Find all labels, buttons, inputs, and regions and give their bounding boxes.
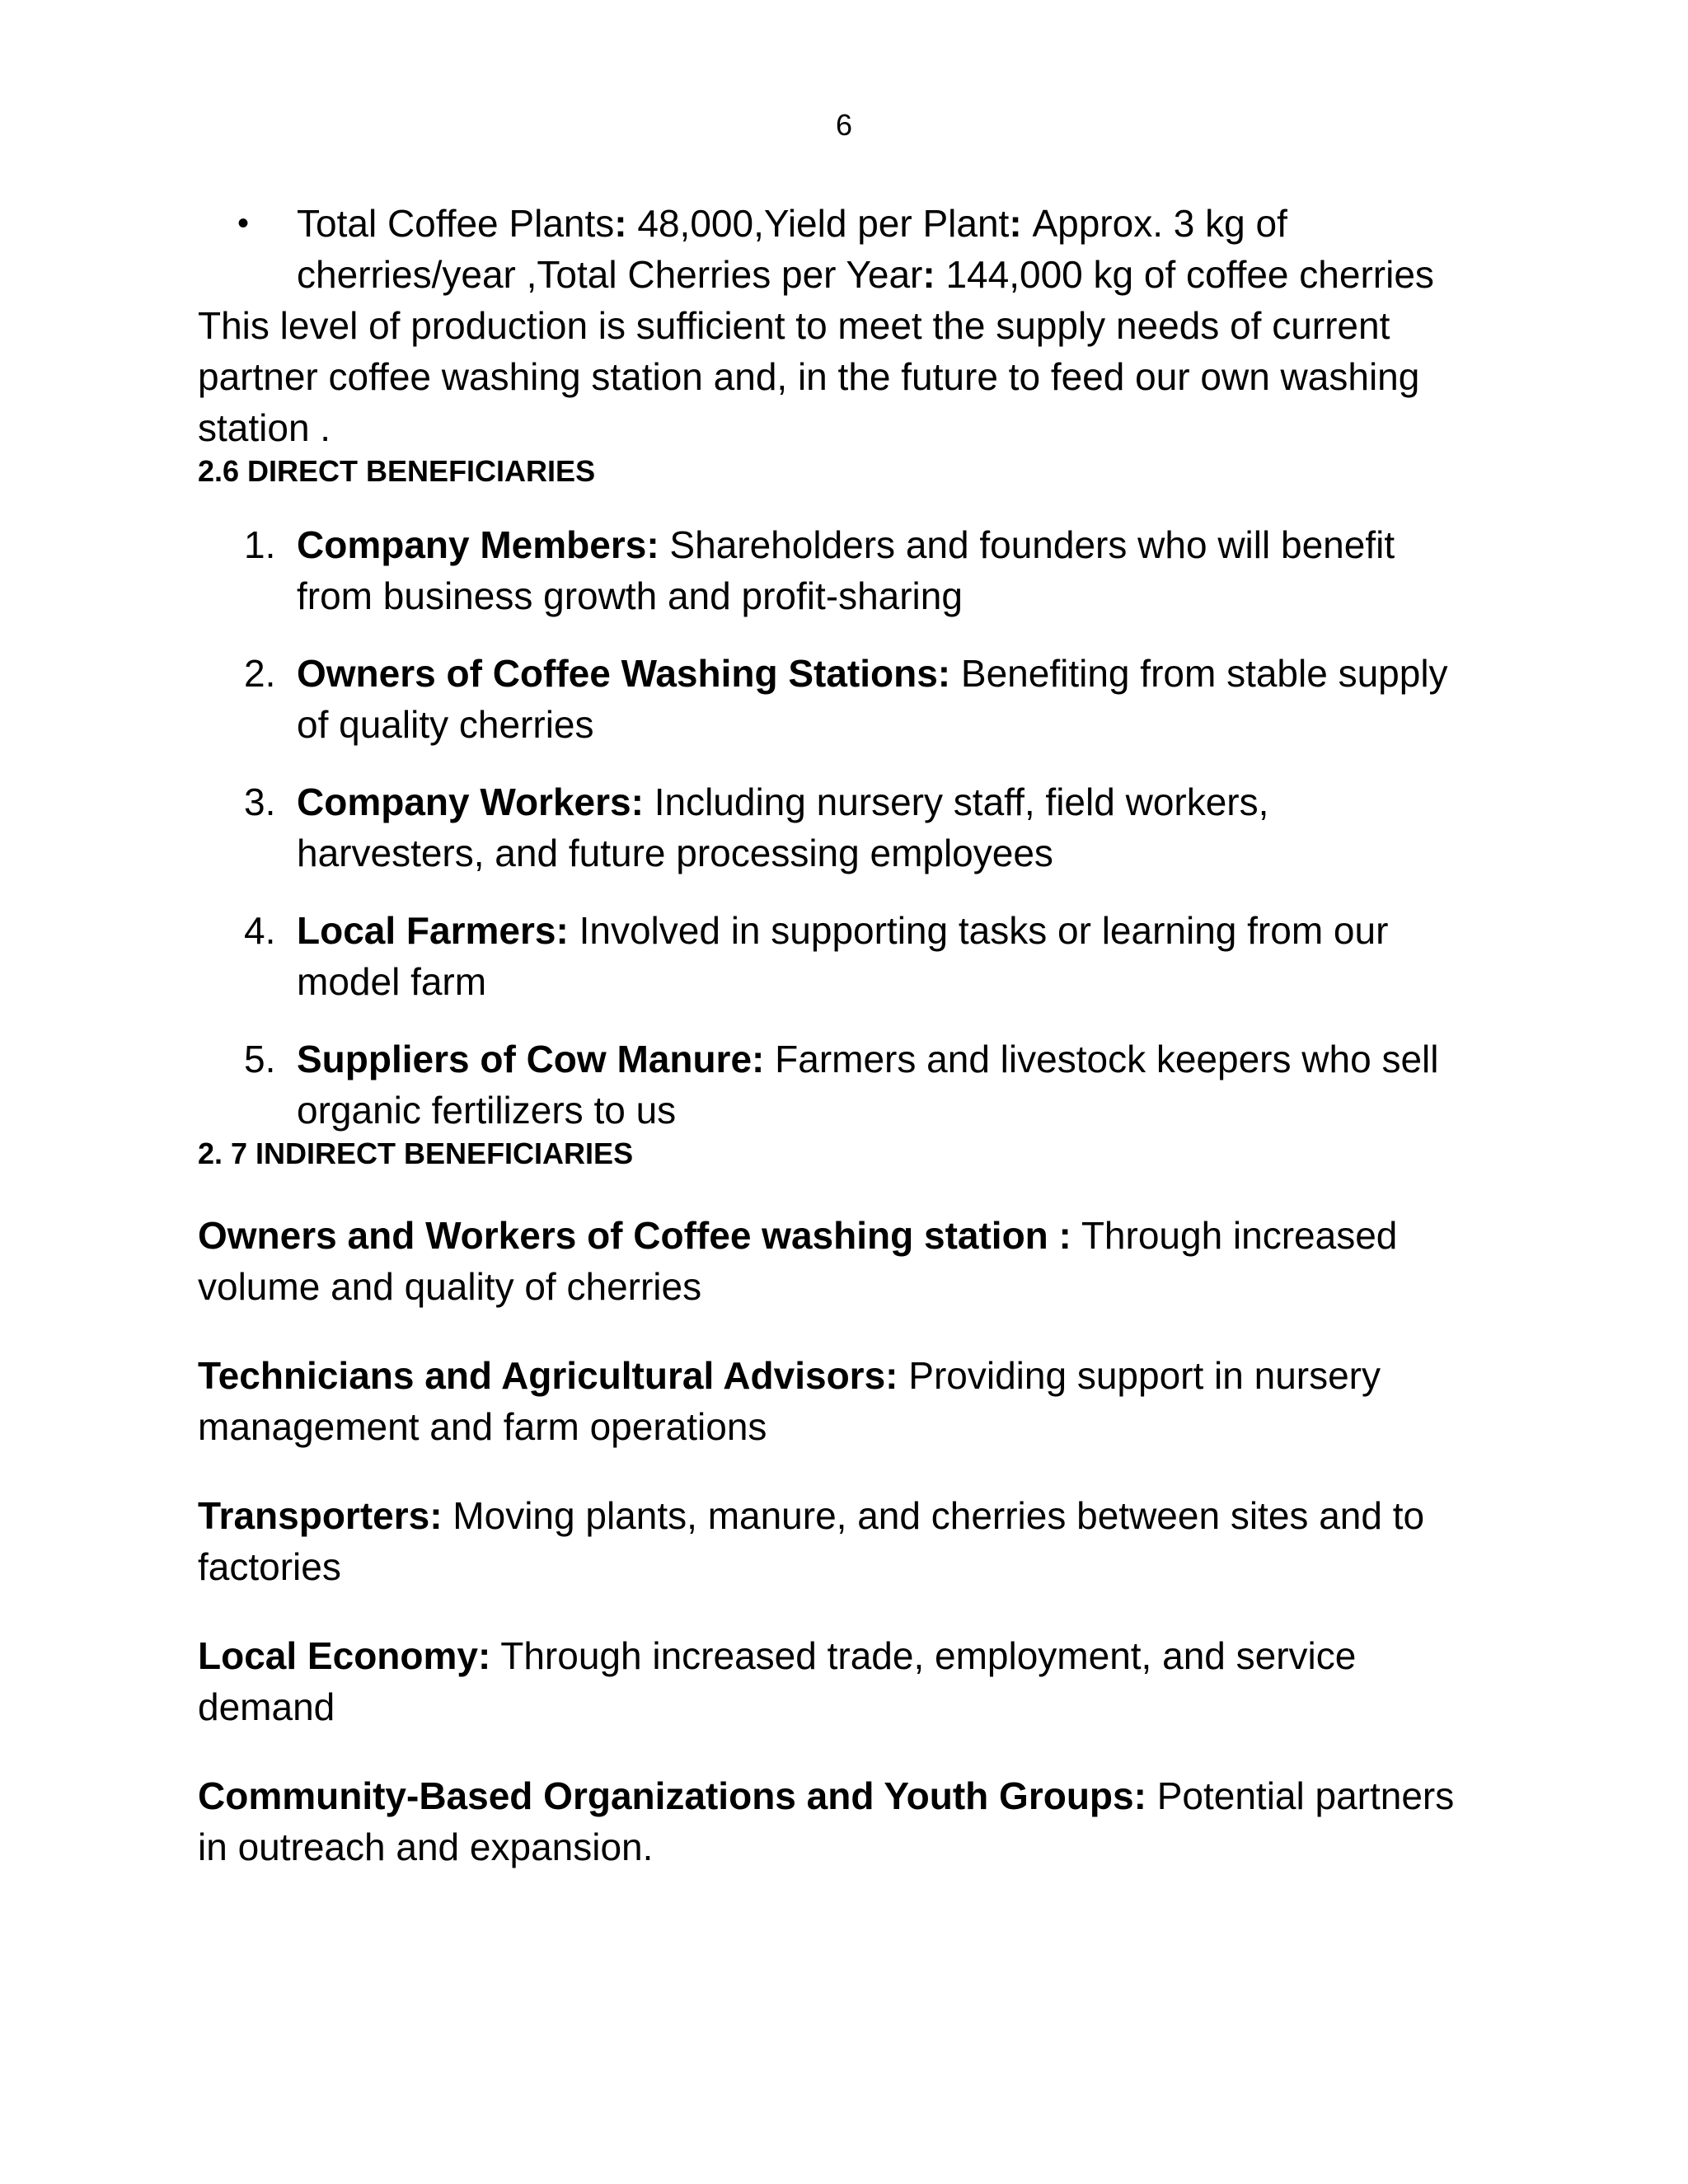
indirect-item-text: demand <box>198 1685 335 1728</box>
intro-line-2: partner coffee washing station and, in the future to feed our own washing <box>198 355 1420 398</box>
bullet-text: 48,000,Yield per Plant <box>637 202 1010 245</box>
indirect-item <box>198 1210 1500 1312</box>
indirect-item-title: Owners and Workers of Coffee washing station : <box>198 1214 1071 1257</box>
list-item-text: Involved in supporting tasks or learning from our <box>568 909 1389 952</box>
indirect-item-title: Technicians and Agricultural Advisors: <box>198 1354 898 1397</box>
list-item-text: Including nursery staff, field workers, <box>643 780 1269 823</box>
list-item-title: Owners of Coffee Washing Stations: <box>297 652 951 695</box>
list-item-title: Suppliers of Cow Manure: <box>297 1038 765 1080</box>
list-item-text: Shareholders and founders who will benefit <box>659 523 1395 566</box>
list-item-text: of quality cherries <box>297 703 594 746</box>
indirect-item-title: Community-Based Organizations and Youth Groups: <box>198 1774 1146 1817</box>
indirect-item-text: Moving plants, manure, and cherries between sites and to <box>442 1494 1425 1537</box>
list-item <box>198 905 1500 1007</box>
indirect-item <box>198 1770 1500 1872</box>
intro-paragraph <box>198 300 1500 453</box>
list-item-text: harvesters, and future processing employees <box>297 832 1053 874</box>
page-number: 6 <box>835 108 853 142</box>
bullet-text: Total Coffee Plants <box>297 202 615 245</box>
bullet-text: Approx. 3 kg of <box>1032 202 1287 245</box>
bullet-text: cherries/year ,Total Cherries per Year <box>297 253 923 296</box>
list-item-text: organic fertilizers to us <box>297 1089 677 1132</box>
bullet-line-2 <box>297 253 1434 296</box>
list-item-title: Company Members: <box>297 523 659 566</box>
indirect-item-text: in outreach and expansion. <box>198 1825 654 1868</box>
indirect-item-text: management and farm operations <box>198 1405 767 1448</box>
indirect-beneficiaries-list <box>198 1210 1500 1872</box>
indirect-item-text: Through increased trade, employment, and service <box>490 1634 1357 1677</box>
indirect-item-text: Through increased <box>1071 1214 1398 1257</box>
direct-beneficiaries-list <box>198 519 1500 1136</box>
list-item-title: Company Workers: <box>297 780 644 823</box>
indirect-item-text: factories <box>198 1545 341 1588</box>
indirect-item <box>198 1350 1500 1452</box>
list-item-text: Farmers and livestock keepers who sell <box>764 1038 1439 1080</box>
list-number: 5. <box>244 1038 276 1080</box>
indirect-item-title: Transporters: <box>198 1494 443 1537</box>
list-item-title: Local Farmers: <box>297 909 569 952</box>
indirect-item <box>198 1490 1500 1592</box>
intro-line-3: station . <box>198 406 331 449</box>
direct-beneficiaries-heading: 2.6 DIRECT BENEFICIARIES <box>198 454 596 488</box>
indirect-item-text: volume and quality of cherries <box>198 1265 702 1308</box>
document-body <box>198 198 1500 1872</box>
list-item-text: Benefiting from stable supply <box>950 652 1448 695</box>
indirect-beneficiaries-heading: 2. 7 INDIRECT BENEFICIARIES <box>198 1137 634 1170</box>
indirect-item-text: Providing support in nursery <box>898 1354 1381 1397</box>
production-bullet-list <box>198 198 1500 300</box>
indirect-item-title: Local Economy: <box>198 1634 491 1677</box>
list-item-text: from business growth and profit-sharing <box>297 574 963 617</box>
list-item-text: model farm <box>297 960 487 1003</box>
bullet-line-1 <box>297 202 1287 245</box>
bullet-colon: : <box>1009 202 1033 245</box>
list-item <box>198 1033 1500 1136</box>
list-number: 4. <box>244 909 276 952</box>
list-item <box>198 776 1500 879</box>
list-number: 2. <box>244 652 276 695</box>
bullet-text: 144,000 kg of coffee cherries <box>945 253 1434 296</box>
bullet-colon: : <box>922 253 946 296</box>
intro-line-1: This level of production is sufficient to meet the supply needs of current <box>198 304 1390 347</box>
bullet-colon: : <box>614 202 638 245</box>
production-bullet-item <box>198 198 1500 300</box>
indirect-item-text: Potential partners <box>1146 1774 1455 1817</box>
list-number: 3. <box>244 780 276 823</box>
list-item <box>198 648 1500 750</box>
indirect-item <box>198 1630 1500 1732</box>
list-number: 1. <box>244 523 276 566</box>
list-item <box>198 519 1500 621</box>
bullet-icon: • <box>237 205 250 241</box>
